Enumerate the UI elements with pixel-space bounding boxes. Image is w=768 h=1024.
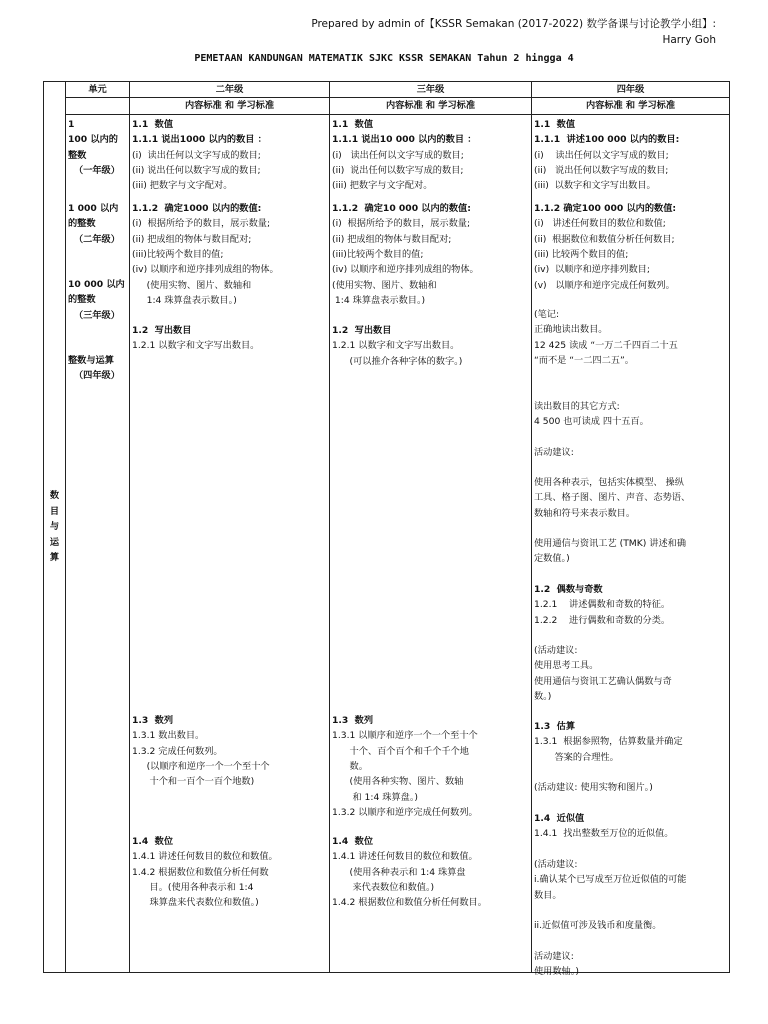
y4-note-reading: (笔记: 正确地读出数目。 12 425 读成 “一万二千四百二十五 “而不是 “一二四二五”。 xyxy=(534,308,678,367)
subheader-year4: 内容标准 和 学习标准 xyxy=(532,98,730,114)
y2-section-1-4: 1.4 数位 1.4.1 讲述任何数目的数位和数值。 1.4.2 根据数位和数值分析任何数 目。(使用各种表示和 1:4 珠算盘来代表数位和数值。) xyxy=(132,835,278,909)
document-title: PEMETAAN KANDUNGAN MATEMATIK SJKC KSSR SEMAKAN Tahun 2 hingga 4 xyxy=(194,53,574,64)
y4-activity-even-odd: (活动建议: 使用思考工具。 使用通信与资讯工艺确认偶数与奇 数。) xyxy=(534,644,672,703)
y4-activity-rounding: (活动建议: i.确认某个已写成至万位近似值的可能 数目。 xyxy=(534,858,687,901)
y2-section-1-3: 1.3 数列 1.3.1 数出数目。 1.3.2 完成任何数列。 (以顺序和逆序一个一个至十个 十个和一百个一百个地数) xyxy=(132,714,270,788)
unit-block-3: 10 000 以内 的整数 （三年级） xyxy=(68,278,125,321)
unit-block-2: 1 000 以内 的整数 （二年级） xyxy=(68,202,120,245)
unit-block-1: 1 100 以内的 整数 （一年级） xyxy=(68,118,120,177)
table-subheader-row xyxy=(44,98,730,114)
col-header-year2: 二年级 xyxy=(130,82,330,98)
y4-section-1-4: 1.4 近似值 1.4.1 找出整数至万位的近似值。 xyxy=(534,812,674,840)
side-label-cell: 数 目 与 运 算 xyxy=(44,82,66,973)
unit-block-4: 整数与运算 （四年级） xyxy=(68,354,120,382)
unit-column-cell xyxy=(66,114,130,972)
y4-activity-number-line: 活动建议: 使用数轴。) xyxy=(534,950,579,978)
y4-section-1-1-2: 1.1.2 确定100 000 以内的数值: (i) 讲述任何数目的数位和数值; (ii) 根据数位和数值分析任何数目; (iii) 比较两个数目的值; (iv) 以顺序和逆序排列数目; (v) 以顺序和逆序完成任何数列。 xyxy=(534,202,677,291)
y3-section-1-3: 1.3 数列 1.3.1 以顺序和逆序一个一个至十个 十个、百个百个和千个千个地 数。 (使用各种实物、图片、数轴 和 1:4 珠算盘。) 1.3.2 以顺序和逆序完成任何数列。 xyxy=(332,714,478,819)
y3-section-1-1: 1.1 数值 1.1.1 说出10 000 以内的数目 ： (i) 读出任何以文字写成的数目; (ii) 说出任何以数字写成的数目; (iii) 把数字与文字配对。 xyxy=(332,118,477,192)
prepared-by-note: Prepared by admin of【KSSR Semakan (2017-2022) 数学备课与讨论教学小组】: xyxy=(311,18,716,30)
y3-section-1-1-2: 1.1.2 确定10 000 以内的数值: (i) 根据所给予的数目，展示数量; (ii) 把成组的物体与数目配对; (iii)比较两个数目的值; (iv) 以顺序和逆序排列成组的物体。 (使用实物、图片、数轴和 1:4 珠算盘表示数目。) xyxy=(332,202,479,307)
y4-section-1-3: 1.3 估算 1.3.1 根据参照物，估算数量并确定 答案的合理性。 xyxy=(534,720,683,763)
y3-section-1-4: 1.4 数位 1.4.1 讲述任何数目的数位和数值。 (使用各种表示和 1:4 珠算盘 来代表数位和数值。) 1.4.2 根据数位和数值分析任何数目。 xyxy=(332,835,487,909)
y3-section-1-2: 1.2 写出数目 1.2.1 以数字和文字写出数目。 (可以推介各种字体的数字。) xyxy=(332,324,463,367)
year2-content-cell xyxy=(130,114,330,972)
y2-section-1-1-2: 1.1.2 确定1000 以内的数值: (i) 根据所给予的数目，展示数量; (ii) 把成组的物体与数目配对; (iii)比较两个数目的值; (iv) 以顺序和逆序排列成组的物体。 (使用实物、图片、数轴和 1:4 珠算盘表示数目。) xyxy=(132,202,279,307)
author-name: Harry Goh xyxy=(662,34,716,46)
subheader-year3: 内容标准 和 学习标准 xyxy=(330,98,532,114)
year4-content-cell xyxy=(532,114,730,978)
y4-activity-ict: 使用通信与资讯工艺 (TMK) 讲述和确 定数值。) xyxy=(534,537,687,565)
y2-section-1-2: 1.2 写出数目 1.2.1 以数字和文字写出数目。 xyxy=(132,324,260,352)
subheader-year2: 内容标准 和 学习标准 xyxy=(130,98,330,114)
col-header-year3: 三年级 xyxy=(330,82,532,98)
col-header-year4: 四年级 xyxy=(532,82,730,98)
y4-note-other-ways: 读出数目的其它方式: 4 500 也可读成 四十五百。 xyxy=(534,400,649,428)
table-body-row xyxy=(44,114,730,972)
table-header-row xyxy=(44,82,730,98)
y2-section-1-1: 1.1 数值 1.1.1 说出1000 以内的数目 ： (i) 读出任何以文字写成的数目; (ii) 说出任何以数字写成的数目; (iii) 把数字与文字配对。 xyxy=(132,118,267,192)
y4-section-1-2: 1.2 偶数与奇数 1.2.1 讲述偶数和奇数的特征。 1.2.2 进行偶数和奇数的分类。 xyxy=(534,583,671,626)
col-header-unit: 单元 xyxy=(66,82,130,98)
y4-section-1-1: 1.1 数值 1.1.1 讲述100 000 以内的数目: (i) 读出任何以文字写成的数目; (ii) 说出任何以数字写成的数目; (iii) 以数字和文字写出数目。 xyxy=(534,118,680,192)
y4-activity-label: 活动建议: xyxy=(534,446,574,458)
content-mapping-table xyxy=(43,81,730,978)
subheader-unit-empty xyxy=(66,98,130,114)
y4-activity-estimation: (活动建议: 使用实物和图片。) xyxy=(534,781,653,793)
y4-activity-representations: 使用各种表示，包括实体模型、 操纵 工具、格子图、图片、声音、态势语、 数轴和符号来表示数目。 xyxy=(534,476,691,519)
year3-content-cell xyxy=(330,114,532,972)
y4-activity-money: ii.近似值可涉及钱币和度量衡。 xyxy=(534,919,662,931)
